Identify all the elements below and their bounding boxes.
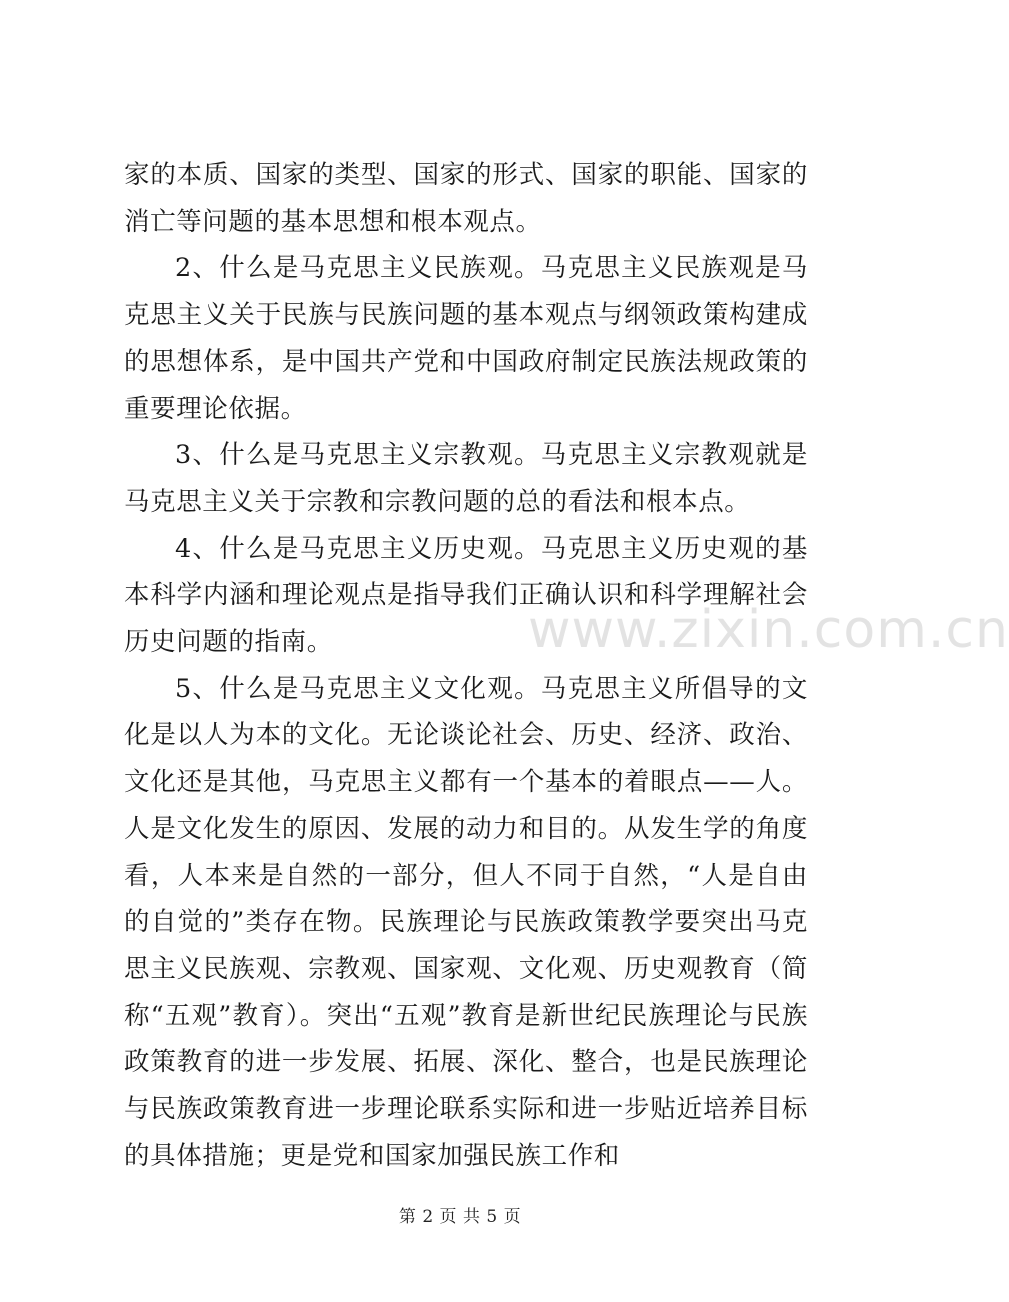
paragraph-history-view: 4、什么是马克思主义历史观。马克思主义历史观的基本科学内涵和理论观点是指导我们正确认识和科学理解社会历史问题的指南。	[124, 533, 808, 658]
paragraph-culture-view: 5、什么是马克思主义文化观。马克思主义所倡导的文化是以人为本的文化。无论谈论社会、历史、经济、政治、文化还是其他，马克思主义都有一个基本的着眼点——人。人是文化发生的原因、发展的动力和目的。从发生学的角度看，人本来是自然的一部分，但人不同于自然，“人是自由的自觉的”类存在物。民族理论与民族政策教学要突出马克思主义民族观、宗教观、国家观、文化观、历史观教育（简称“五观”教育）。突出“五观”教育是新世纪民族理论与民族政策教育的进一步发展、拓展、深化、整合，也是民族理论与民族政策教育进一步理论联系实际和进一步贴近培养目标的具体措施；更是党和国家加强民族工作和	[124, 673, 808, 1171]
paragraph-religion-view: 3、什么是马克思主义宗教观。马克思主义宗教观就是马克思主义关于宗教和宗教问题的总的看法和根本点。	[124, 440, 808, 517]
page-number-footer: 第 2 页 共 5 页	[398, 1207, 522, 1227]
document-body	[124, 152, 808, 1179]
watermark: www.zixin.com.cn	[528, 600, 1009, 660]
paragraph-continuation: 家的本质、国家的类型、国家的形式、国家的职能、国家的消亡等问题的基本思想和根本观点。	[124, 160, 808, 237]
paragraph-ethnic-view: 2、什么是马克思主义民族观。马克思主义民族观是马克思主义关于民族与民族问题的基本观点与纲领政策构建成的思想体系，是中国共产党和中国政府制定民族法规政策的重要理论依据。	[124, 253, 808, 424]
